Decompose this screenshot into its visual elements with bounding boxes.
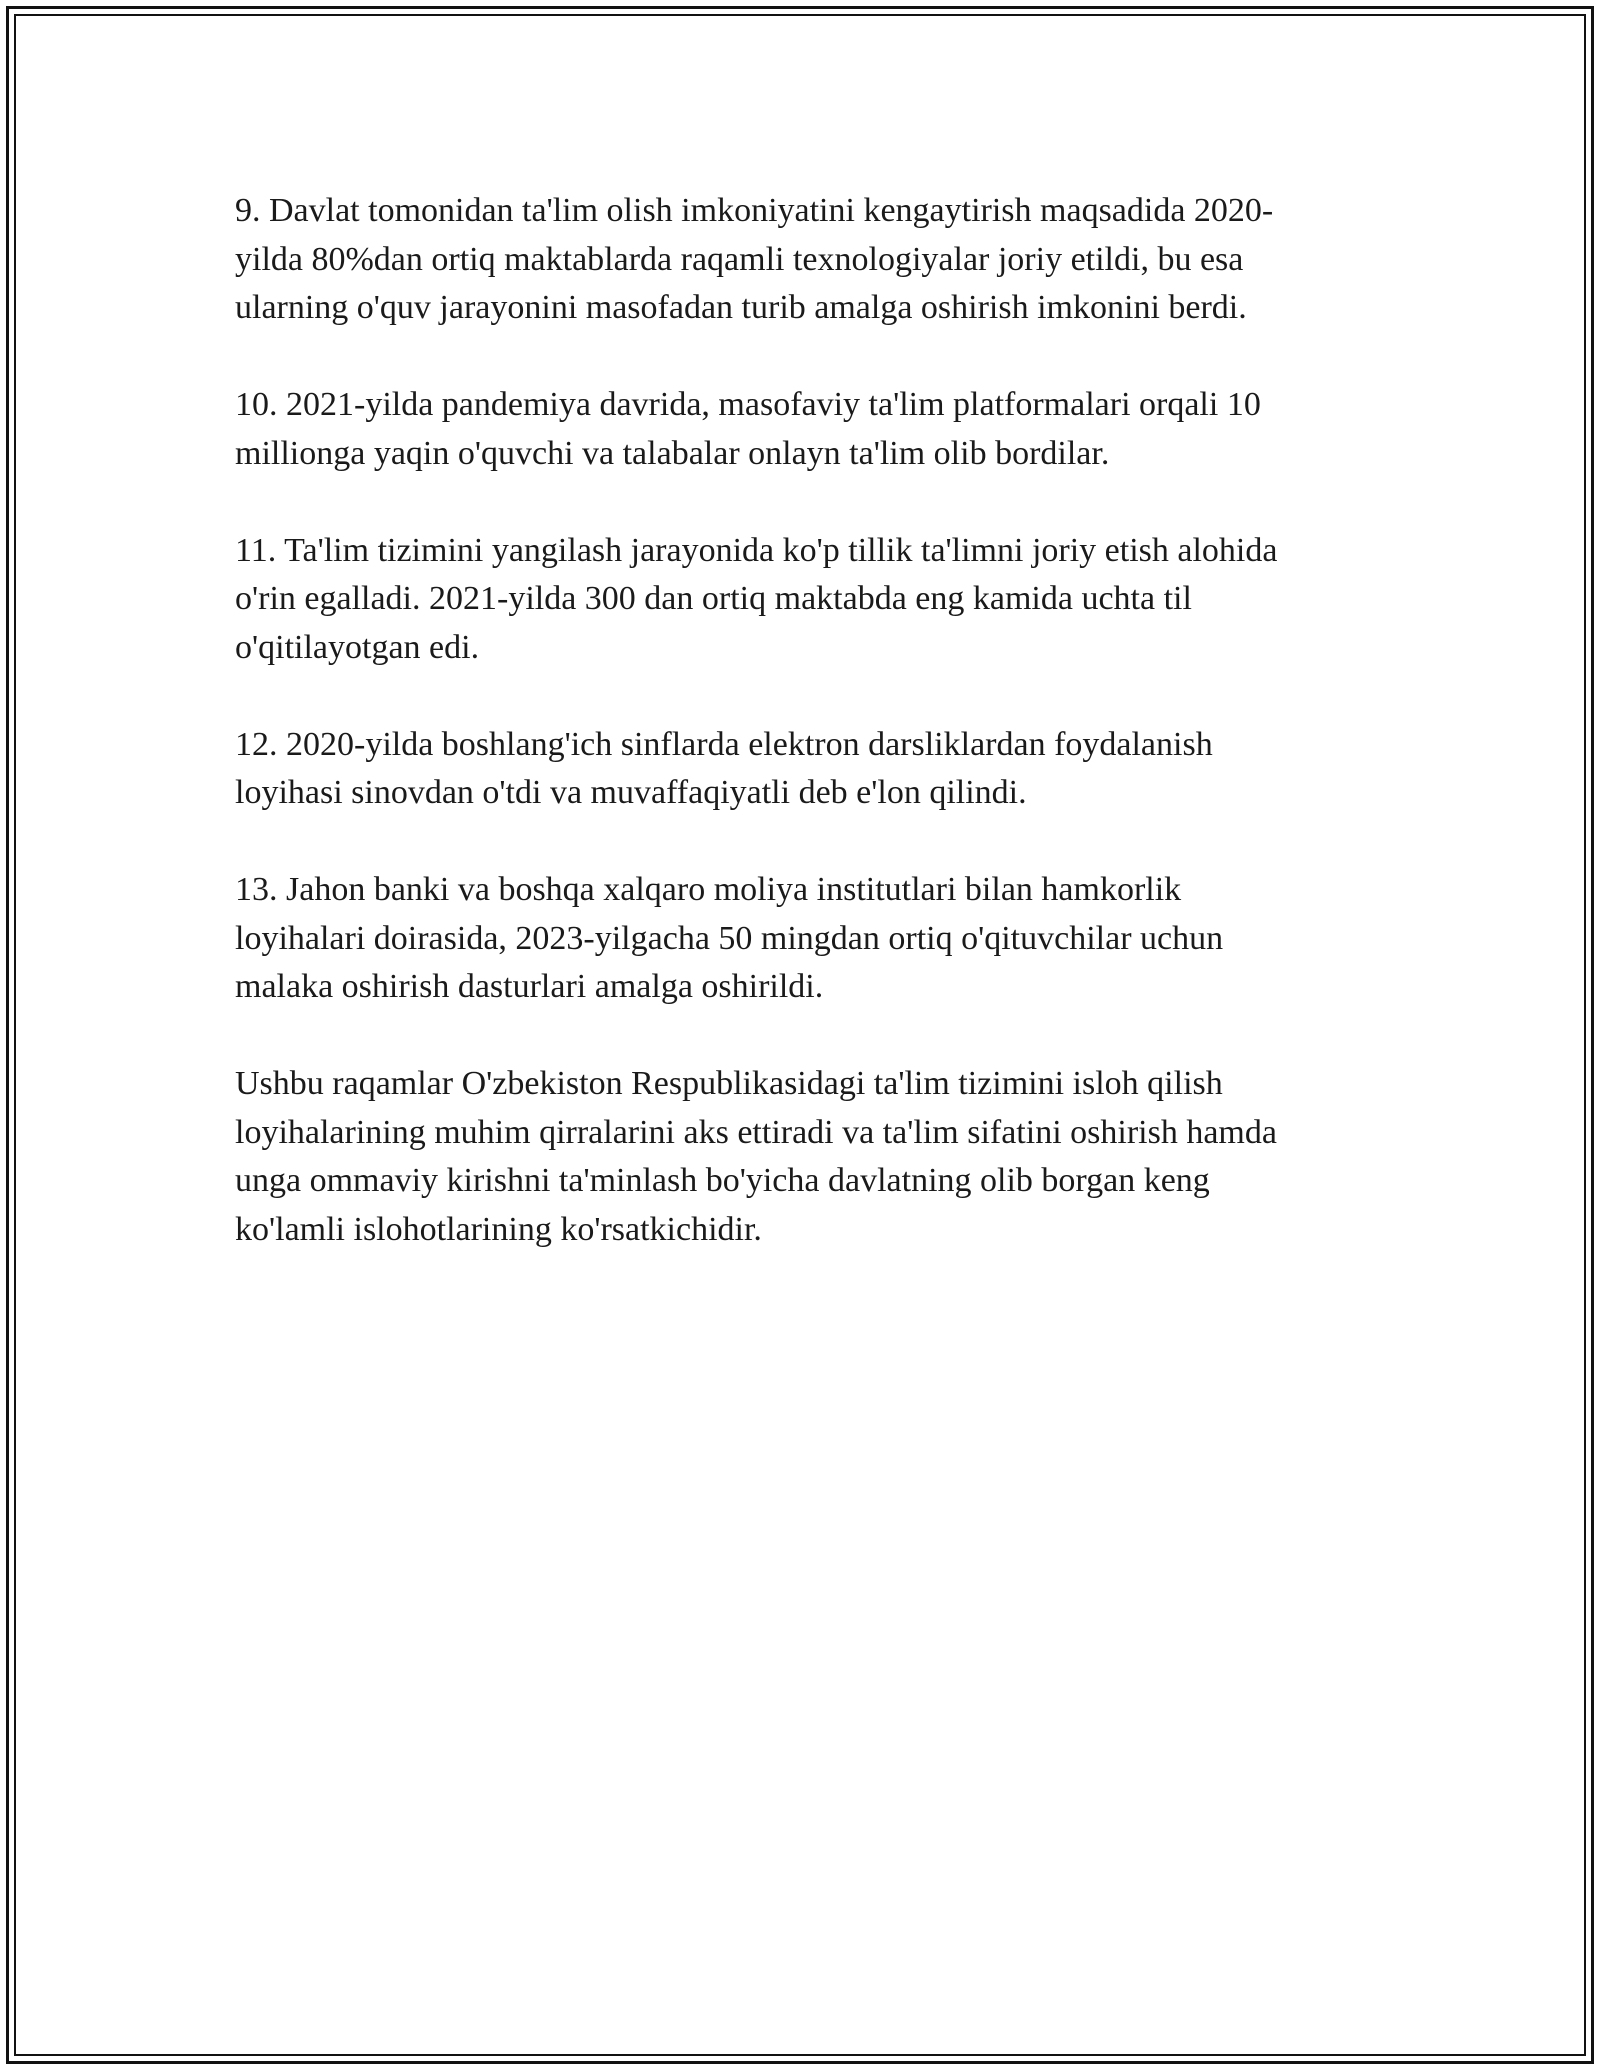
text-line: 11. Ta'lim tizimini yangilash jarayonida ko'p tillik ta'limni joriy etish alohida	[235, 531, 1278, 569]
text-line: loyihasi sinovdan o'tdi va muvaffaqiyatli deb e'lon qilindi.	[235, 774, 1027, 811]
text-line: o'qitilayotgan edi.	[235, 628, 480, 666]
text-line: 9. Davlat tomonidan ta'lim olish imkoniyatini kengaytirish maqsadida 2020-	[235, 192, 1274, 229]
text-line: ularning o'quv jarayonini masofadan turib amalga oshirish imkonini berdi.	[235, 289, 1247, 326]
text-line: loyihalari doirasida, 2023-yilgacha 50 mingdan ortiq o'qituvchilar uchun	[235, 919, 1224, 957]
text-line: loyihalarining muhim qirralarini aks ettiradi va ta'lim sifatini oshirish hamda	[235, 1113, 1277, 1151]
text-line: malaka oshirish dasturlari amalga oshirildi.	[235, 968, 824, 1005]
paragraph-conclusion	[235, 1060, 1395, 1254]
text-line: 12. 2020-yilda boshlang'ich sinflarda elektron darsliklardan foydalanish	[235, 725, 1213, 763]
text-line: o'rin egalladi. 2021-yilda 300 dan ortiq maktabda eng kamida uchta til	[235, 580, 1192, 617]
text-line: millionga yaqin o'quvchi va talabalar onlayn ta'lim olib bordilar.	[235, 434, 1110, 472]
paragraph-item-10	[235, 381, 1395, 478]
text-line: unga ommaviy kirishni ta'minlash bo'yicha davlatning olib borgan keng	[235, 1162, 1210, 1199]
text-line: ko'lamli islohotlarining ko'rsatkichidir.	[235, 1210, 762, 1248]
paragraph-item-11	[235, 527, 1395, 673]
paragraph-item-13	[235, 866, 1395, 1012]
document-body	[235, 187, 1395, 1303]
text-line: 10. 2021-yilda pandemiya davrida, masofaviy ta'lim platformalari orqali 10	[235, 386, 1261, 423]
text-line: 13. Jahon banki va boshqa xalqaro moliya institutlari bilan hamkorlik	[235, 871, 1182, 908]
text-line: Ushbu raqamlar O'zbekiston Respublikasidagi ta'lim tizimini isloh qilish	[235, 1065, 1223, 1102]
paragraph-item-12	[235, 721, 1395, 818]
text-line: yilda 80%dan ortiq maktablarda raqamli texnologiyalar joriy etildi, bu esa	[235, 240, 1244, 278]
paragraph-item-9	[235, 187, 1395, 333]
